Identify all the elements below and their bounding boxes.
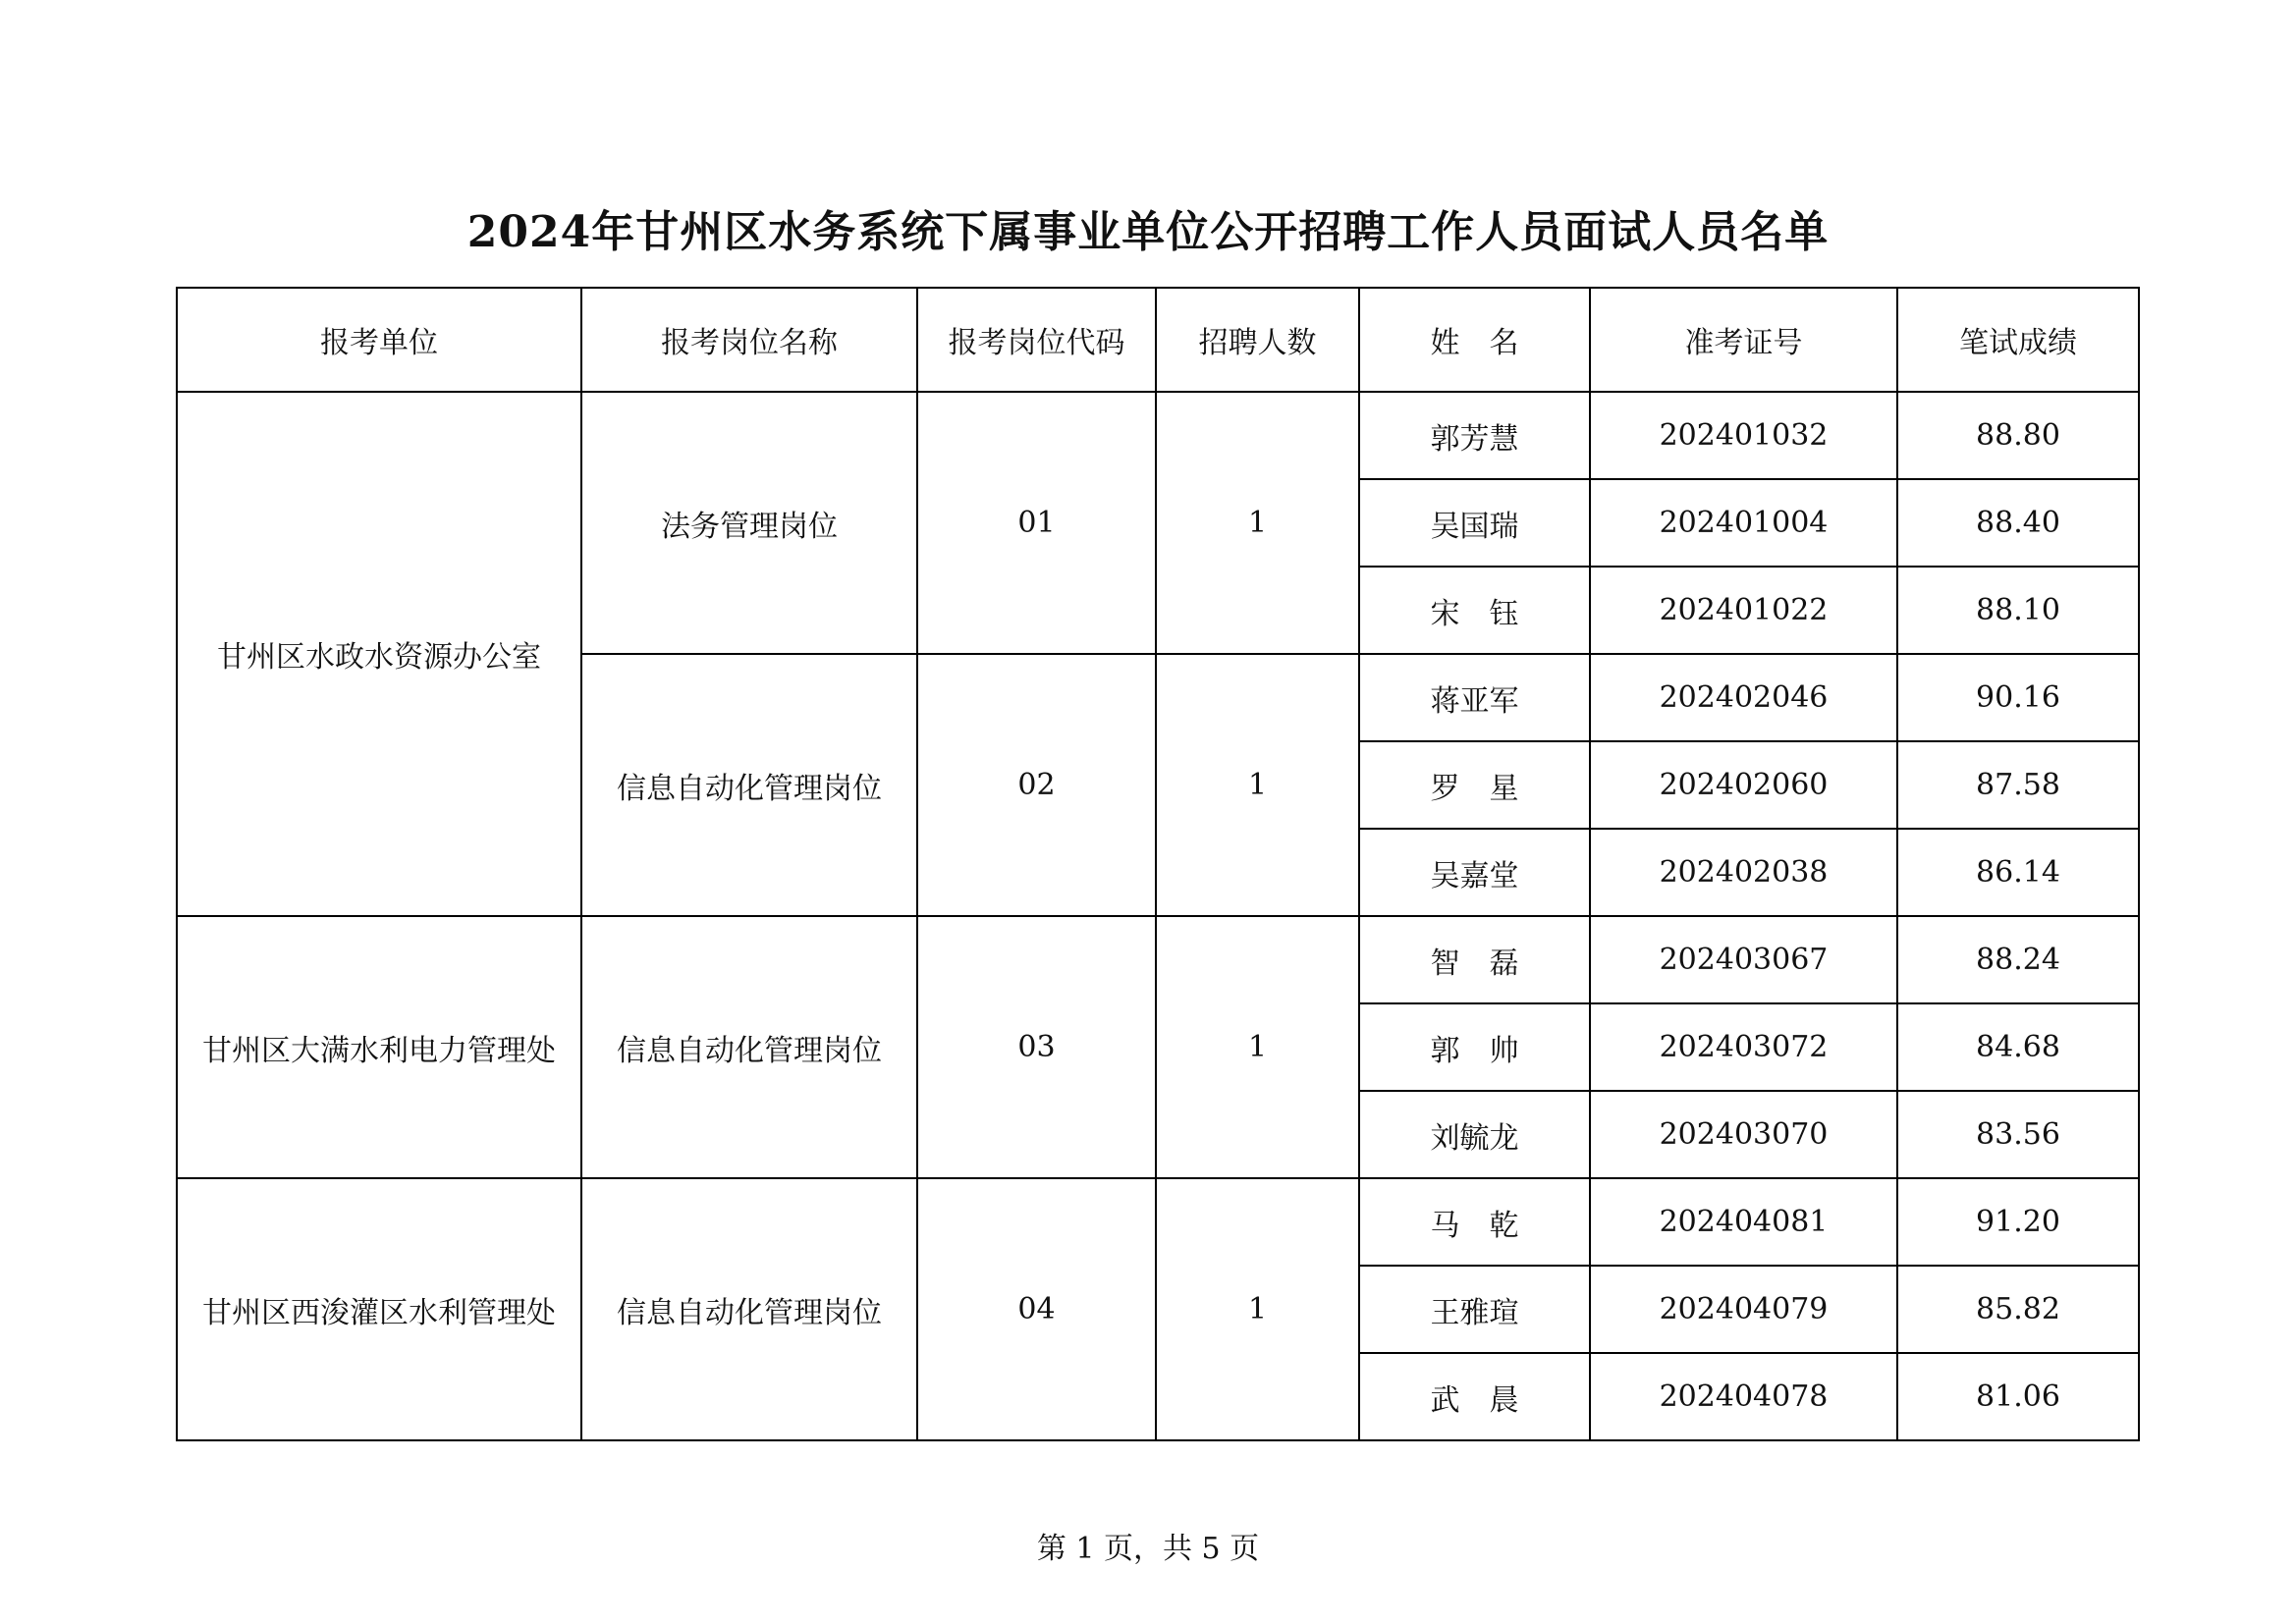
candidate-name-cell: 马 乾	[1359, 1178, 1590, 1266]
candidate-name-cell: 郭芳慧	[1359, 392, 1590, 479]
exam-id-cell: 202403067	[1590, 916, 1897, 1003]
post-name-cell: 信息自动化管理岗位	[581, 916, 917, 1178]
score-cell: 81.06	[1897, 1353, 2139, 1440]
candidate-name-cell: 郭 帅	[1359, 1003, 1590, 1091]
score-cell: 90.16	[1897, 654, 2139, 741]
exam-id-cell: 202402060	[1590, 741, 1897, 829]
header-exam-id: 准考证号	[1590, 288, 1897, 392]
hire-count-cell: 1	[1156, 916, 1359, 1178]
exam-id-cell: 202404078	[1590, 1353, 1897, 1440]
score-cell: 83.56	[1897, 1091, 2139, 1178]
candidate-name-cell: 吴嘉堂	[1359, 829, 1590, 916]
score-cell: 88.80	[1897, 392, 2139, 479]
unit-cell: 甘州区西浚灌区水利管理处	[177, 1178, 581, 1440]
score-cell: 88.24	[1897, 916, 2139, 1003]
candidate-name-cell: 武 晨	[1359, 1353, 1590, 1440]
post-name-cell: 法务管理岗位	[581, 392, 917, 654]
post-code-cell: 02	[917, 654, 1156, 916]
interview-roster-table	[176, 287, 2140, 1441]
score-cell: 88.10	[1897, 567, 2139, 654]
score-cell: 84.68	[1897, 1003, 2139, 1091]
document-title: 2024年甘州区水务系统下属事业单位公开招聘工作人员面试人员名单	[466, 207, 1830, 257]
header-post-name: 报考岗位名称	[581, 288, 917, 392]
candidate-name-cell: 宋 钰	[1359, 567, 1590, 654]
exam-id-cell: 202402038	[1590, 829, 1897, 916]
post-code-cell: 04	[917, 1178, 1156, 1440]
candidate-name-cell: 刘毓龙	[1359, 1091, 1590, 1178]
candidate-name-cell: 王雅瑄	[1359, 1266, 1590, 1353]
score-cell: 85.82	[1897, 1266, 2139, 1353]
table-row	[177, 916, 2139, 1003]
header-row	[177, 288, 2139, 392]
post-code-cell: 03	[917, 916, 1156, 1178]
page-number-footer: 第 1 页，共 5 页	[1036, 1532, 1260, 1566]
post-name-cell: 信息自动化管理岗位	[581, 1178, 917, 1440]
unit-cell: 甘州区大满水利电力管理处	[177, 916, 581, 1178]
candidate-name-cell: 蒋亚军	[1359, 654, 1590, 741]
exam-id-cell: 202401032	[1590, 392, 1897, 479]
post-name-cell: 信息自动化管理岗位	[581, 654, 917, 916]
header-unit: 报考单位	[177, 288, 581, 392]
hire-count-cell: 1	[1156, 1178, 1359, 1440]
exam-id-cell: 202403072	[1590, 1003, 1897, 1091]
table-row	[177, 1178, 2139, 1266]
exam-id-cell: 202401022	[1590, 567, 1897, 654]
exam-id-cell: 202401004	[1590, 479, 1897, 567]
header-name: 姓 名	[1359, 288, 1590, 392]
score-cell: 91.20	[1897, 1178, 2139, 1266]
header-post-code: 报考岗位代码	[917, 288, 1156, 392]
post-code-cell: 01	[917, 392, 1156, 654]
hire-count-cell: 1	[1156, 392, 1359, 654]
exam-id-cell: 202404081	[1590, 1178, 1897, 1266]
header-hire-count: 招聘人数	[1156, 288, 1359, 392]
hire-count-cell: 1	[1156, 654, 1359, 916]
candidate-name-cell: 吴国瑞	[1359, 479, 1590, 567]
candidate-name-cell: 智 磊	[1359, 916, 1590, 1003]
header-written-score: 笔试成绩	[1897, 288, 2139, 392]
score-cell: 86.14	[1897, 829, 2139, 916]
score-cell: 88.40	[1897, 479, 2139, 567]
exam-id-cell: 202404079	[1590, 1266, 1897, 1353]
exam-id-cell: 202402046	[1590, 654, 1897, 741]
table-row	[177, 392, 2139, 479]
unit-cell: 甘州区水政水资源办公室	[177, 392, 581, 916]
score-cell: 87.58	[1897, 741, 2139, 829]
exam-id-cell: 202403070	[1590, 1091, 1897, 1178]
candidate-name-cell: 罗 星	[1359, 741, 1590, 829]
